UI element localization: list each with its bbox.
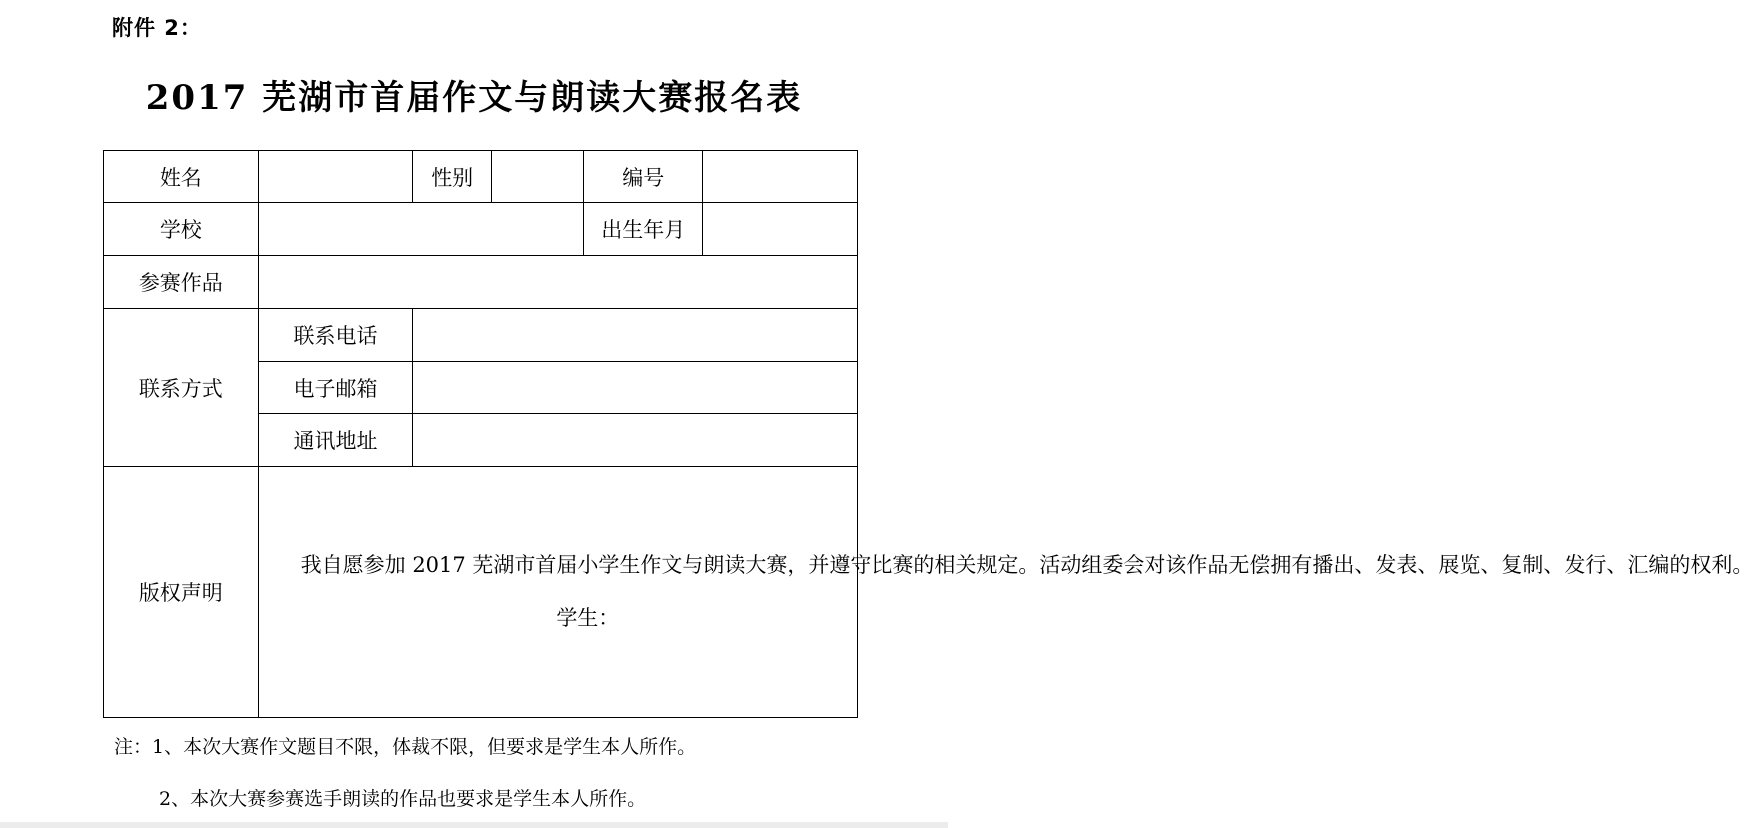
school-label: 学校 [104,203,259,256]
table-row [104,467,858,718]
school-field[interactable] [258,203,583,256]
table-row [104,309,858,362]
name-label: 姓名 [104,151,259,203]
name-field[interactable] [258,151,413,203]
work-label: 参赛作品 [104,256,259,309]
copyright-declaration [258,467,1753,718]
table-row [104,256,858,309]
gender-label: 性别 [413,151,492,203]
table-row [104,203,858,256]
contact-label: 联系方式 [104,309,259,467]
work-field[interactable] [258,256,857,309]
gender-field[interactable] [492,151,584,203]
birth-label: 出生年月 [584,203,703,256]
copyright-text: 我自愿参加 2017 芜湖市首届小学生作文与朗读大赛，并遵守比赛的相关规定。活动组委会对该作品无偿拥有播出、发表、展览、复制、发行、汇编的权利。 [300,553,1753,577]
note-1: 注：1、本次大赛作文题目不限，体裁不限，但要求是学生本人所作。 [114,736,697,758]
phone-label: 联系电话 [258,309,413,362]
registration-form-table [103,150,1753,718]
copyright-label: 版权声明 [104,467,259,718]
email-field[interactable] [413,362,858,414]
form-title: 2017 芜湖市首届作文与朗读大赛报名表 [145,78,803,118]
student-signature-label: 学生： [556,606,620,630]
address-field[interactable] [413,414,858,467]
number-label: 编号 [584,151,703,203]
table-row [104,151,858,203]
phone-field[interactable] [413,309,858,362]
attachment-label: 附件 2： [112,16,202,40]
email-label: 电子邮箱 [258,362,413,414]
number-field[interactable] [703,151,858,203]
note-2: 2、本次大赛参赛选手朗读的作品也要求是学生本人所作。 [159,788,647,810]
birth-field[interactable] [703,203,858,256]
address-label: 通讯地址 [258,414,413,467]
page-bottom-divider [0,822,948,828]
